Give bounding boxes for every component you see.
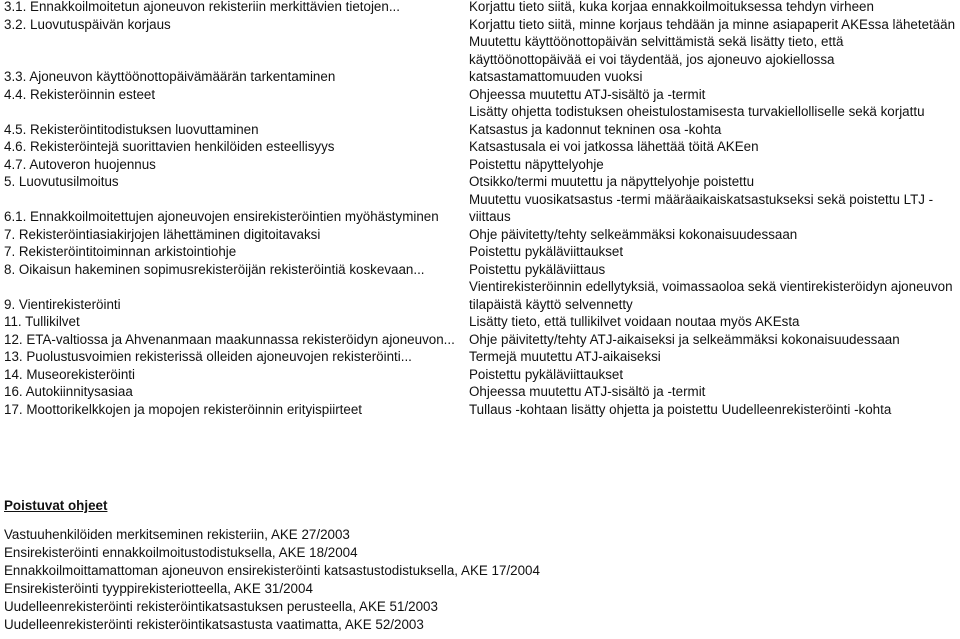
change-description-cell: Poistettu pykäläviittaus: [469, 261, 606, 277]
change-description-cell: Termejä muutettu ATJ-aikaiseksi: [469, 349, 661, 364]
change-description-cell: Lisätty ohjetta todistuksen oheistulostamisesta turvakiellolliselle sekä korjattu Katsastus ja kadonnut tekninen osa -kohta: [469, 104, 925, 137]
table-row: [4, 156, 956, 174]
section-title-cell: 4.6. Rekisteröintejä suorittavien henkilöiden esteellisyys: [4, 139, 335, 154]
change-description-cell: Ohjeessa muutettu ATJ-sisältö ja -termit: [469, 86, 706, 102]
change-description-cell: Katsastusala ei voi jatkossa lähettää töitä AKEen: [469, 139, 759, 154]
table-row: [4, 0, 956, 16]
section-title-cell: 4.5. Rekisteröintitodistuksen luovuttaminen: [4, 121, 259, 137]
list-item: Ennakkoilmoittamattoman ajoneuvon ensirekisteröinti katsastustodistuksella, AKE 17/2004: [4, 563, 540, 578]
section-title-cell: 5. Luovutusilmoitus: [4, 174, 119, 189]
change-description-cell: Poistettu pykäläviittaukset: [469, 366, 624, 382]
section-title-cell: 4.4. Rekisteröinnin esteet: [4, 86, 156, 102]
section-title-cell: 16. Autokiinnitysasiaa: [4, 384, 133, 399]
section-title-cell: 12. ETA-valtiossa ja Ahvenanmaan maakunnassa rekisteröidyn ajoneuvon...: [4, 331, 455, 347]
change-description-cell: Korjattu tieto siitä, kuka korjaa ennakkoilmoituksessa tehdyn virheen: [469, 0, 874, 14]
table-row: [4, 366, 956, 384]
change-description-cell: Muutettu käyttöönottopäivän selvittämistä sekä lisätty tieto, että käyttöönottopäivää ei voi täydentää, jos ajoneuvo ajokiellossa katsastamattomuuden vuoksi: [469, 34, 844, 84]
change-description-cell: Vientirekisteröinnin edellytyksiä, voimassaoloa sekä vientirekisteröidyn ajoneuvon tilapäistä käyttö selvennetty: [469, 279, 953, 312]
change-description-cell: Korjattu tieto siitä, minne korjaus tehdään ja minne asiapaperit AKEssa lähetetään: [469, 16, 956, 32]
table-row: [4, 278, 956, 313]
section-title-cell: 3.1. Ennakkoilmoitetun ajoneuvon rekisteriin merkittävien tietojen...: [4, 0, 400, 14]
section-title-cell: 3.2. Luovutuspäivän korjaus: [4, 16, 171, 32]
table-row: [4, 226, 956, 244]
change-description-cell: Ohjeessa muutettu ATJ-sisältö ja -termit: [469, 384, 706, 399]
change-description-cell: Otsikko/termi muutettu ja näpyttelyohje poistettu: [469, 174, 755, 189]
list-item: Ensirekisteröinti ennakkoilmoitustodistuksella, AKE 18/2004: [4, 545, 358, 560]
table-row: [4, 331, 956, 349]
removed-instructions-list: [4, 526, 944, 634]
table-row: [4, 86, 956, 104]
list-item: Vastuuhenkilöiden merkitseminen rekisteriin, AKE 27/2003: [4, 527, 350, 542]
section-title-cell: 7. Rekisteröintiasiakirjojen lähettäminen digitoitavaksi: [4, 226, 321, 242]
section-title-cell: 11. Tullikilvet: [4, 314, 80, 329]
section-title-cell: 8. Oikaisun hakeminen sopimusrekisteröijän rekisteröintiä koskevaan...: [4, 261, 425, 277]
table-row: [4, 261, 956, 279]
table-row: [4, 243, 956, 261]
table-row: [4, 16, 956, 34]
table-row: [4, 33, 956, 86]
section-title-cell: 13. Puolustusvoimien rekisterissä olleiden ajoneuvojen rekisteröinti...: [4, 349, 412, 364]
table-row: [4, 173, 956, 191]
table-row: [4, 191, 956, 226]
section-title-cell: 3.3. Ajoneuvon käyttöönottopäivämäärän tarkentaminen: [4, 69, 336, 84]
changes-table: [4, 0, 956, 418]
table-row: [4, 103, 956, 138]
list-item: Uudelleenrekisteröinti rekisteröintikatsastuksen perusteella, AKE 51/2003: [4, 599, 438, 614]
change-description-cell: Poistettu näpyttelyohje: [469, 156, 604, 172]
change-description-cell: Ohje päivitetty/tehty selkeämmäksi kokonaisuudessaan: [469, 226, 798, 242]
table-row: [4, 138, 956, 156]
list-item: Uudelleenrekisteröinti rekisteröintikatsastusta vaatimatta, AKE 52/2003: [4, 617, 424, 632]
table-row: [4, 313, 956, 331]
section-title-cell: 14. Museorekisteröinti: [4, 366, 135, 382]
table-row: [4, 383, 956, 401]
change-description-cell: Lisätty tieto, että tullikilvet voidaan noutaa myös AKEsta: [469, 314, 800, 329]
list-item: Ensirekisteröinti tyyppirekisteriotteella, AKE 31/2004: [4, 581, 313, 596]
removed-instructions-heading: Poistuvat ohjeet: [4, 498, 108, 513]
changes-table-body: [4, 0, 956, 418]
change-description-cell: Tullaus -kohtaan lisätty ohjetta ja poistettu Uudelleenrekisteröinti -kohta: [469, 401, 892, 417]
section-title-cell: 17. Moottorikelkkojen ja mopojen rekisteröinnin erityispiirteet: [4, 401, 362, 417]
change-description-cell: Muutettu vuosikatsastus -termi määräaikaiskatsastukseksi sekä poistettu LTJ -viittaus: [469, 191, 934, 224]
table-row: [4, 348, 956, 366]
table-row: [4, 401, 956, 419]
section-title-cell: 4.7. Autoveron huojennus: [4, 156, 156, 172]
change-description-cell: Poistettu pykäläviittaukset: [469, 244, 624, 259]
section-title-cell: 9. Vientirekisteröinti: [4, 296, 121, 312]
section-title-cell: 7. Rekisteröintitoiminnan arkistointiohje: [4, 244, 237, 259]
section-title-cell: 6.1. Ennakkoilmoitettujen ajoneuvojen ensirekisteröintien myöhästyminen: [4, 209, 439, 224]
change-description-cell: Ohje päivitetty/tehty ATJ-aikaiseksi ja selkeämmäksi kokonaisuudessaan: [469, 331, 900, 347]
